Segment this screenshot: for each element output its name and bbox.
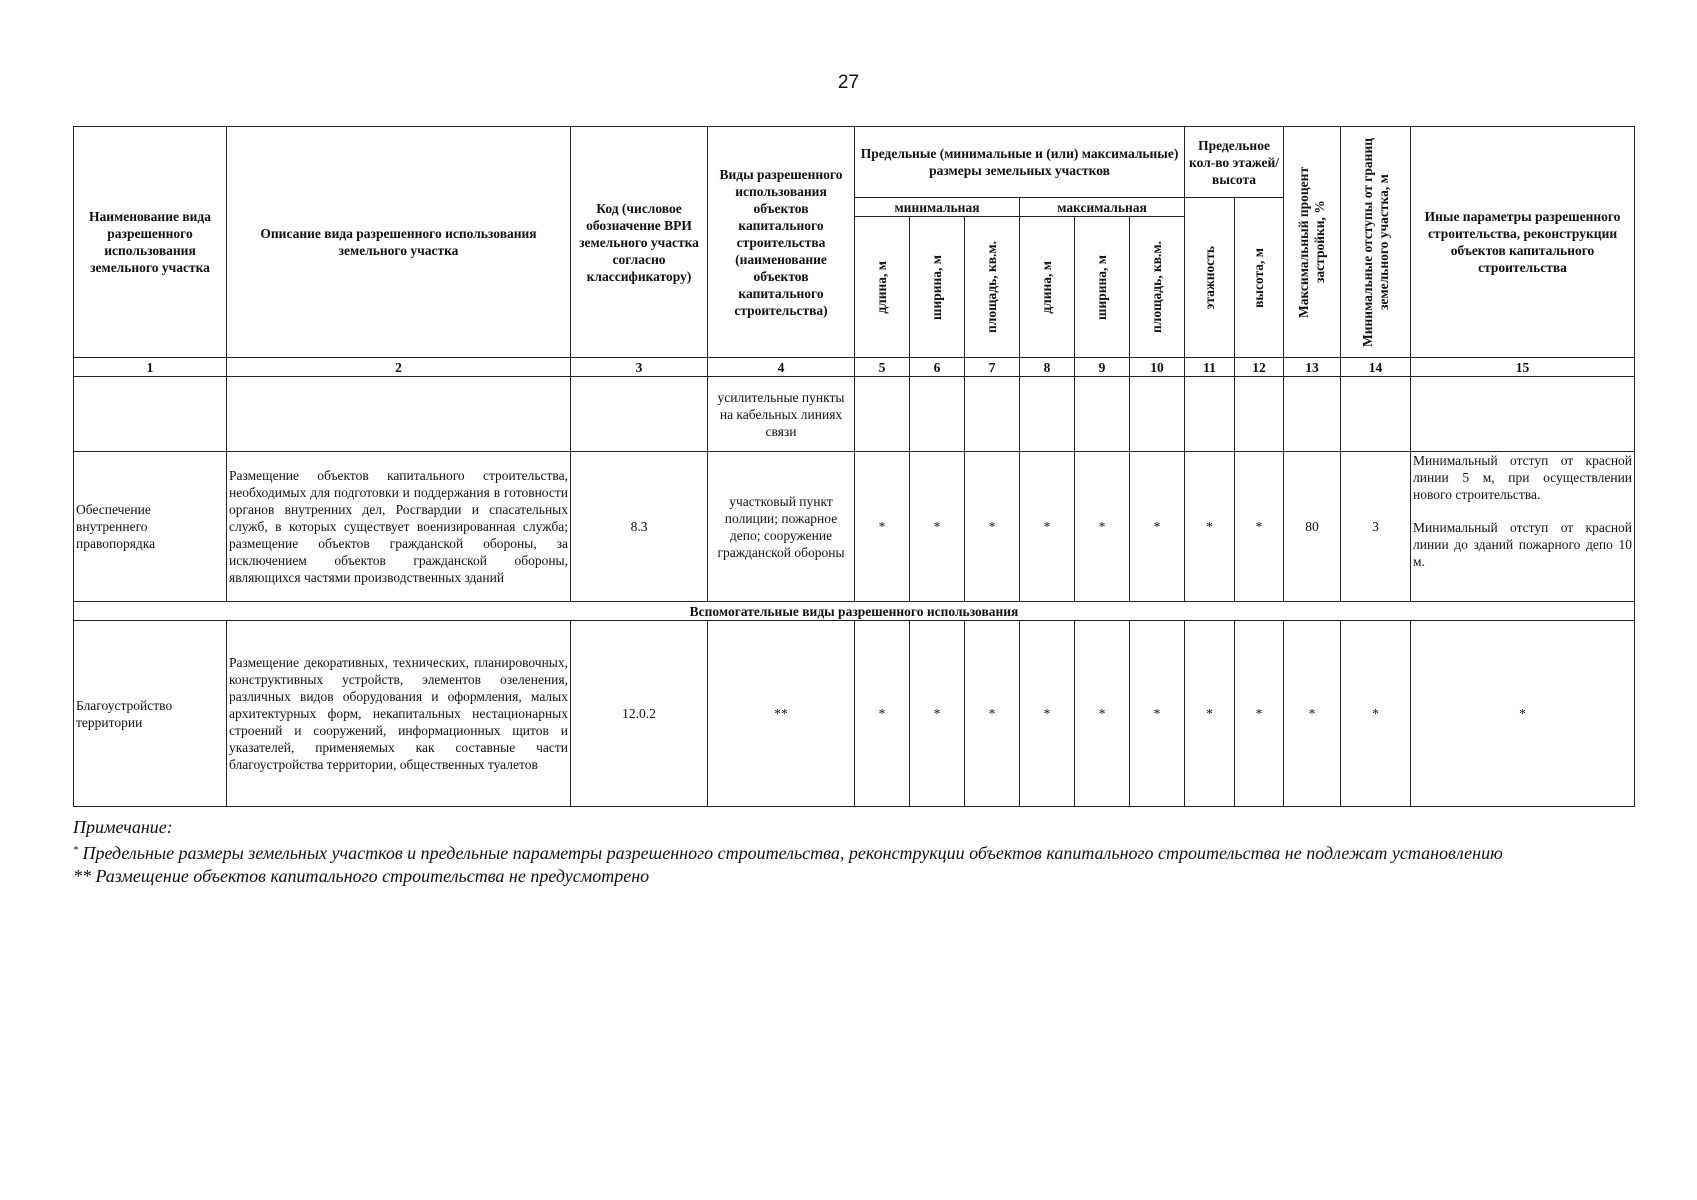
- table-row-continuation: [74, 377, 1635, 452]
- notes-title: Примечание:: [73, 817, 173, 837]
- police-code: 8.3: [571, 452, 708, 602]
- police-description: Размещение объектов капитального строительства, необходимых для подготовки и поддержания в готовности органов внутренних дел, Росгвардии и спасательных служб, в которых существует военизированная служба; размещение объектов гражданской обороны, за исключением объектов гражданской обороны, являющихся частями производственных зданий: [227, 452, 571, 602]
- landscaping-code: 12.0.2: [571, 621, 708, 807]
- police-height: *: [1235, 452, 1284, 602]
- header-max-length: длина, м: [1020, 217, 1075, 358]
- header-min-length: длина, м: [855, 217, 910, 358]
- header-floors: этажность: [1185, 198, 1235, 358]
- column-number: 1: [74, 358, 227, 377]
- column-number: 15: [1411, 358, 1635, 377]
- landscaping-max-length: *: [1020, 621, 1075, 807]
- column-number: 11: [1185, 358, 1235, 377]
- police-max-width: *: [1075, 452, 1130, 602]
- header-max-width: ширина, м: [1075, 217, 1130, 358]
- header-build-percent: Максимальный процент застройки, %: [1284, 127, 1341, 358]
- landscaping-setback: *: [1341, 621, 1411, 807]
- column-number: 8: [1020, 358, 1075, 377]
- header-objects: Виды разрешенного использования объектов капитального строительства (наименование объектов капитального строительства): [708, 127, 855, 358]
- section-row: [74, 602, 1635, 621]
- header-name: Наименование вида разрешенного использования земельного участка: [74, 127, 227, 358]
- column-number: 2: [227, 358, 571, 377]
- header-setbacks: Минимальные отступы от границ земельного участка, м: [1341, 127, 1411, 358]
- landscaping-max-width: *: [1075, 621, 1130, 807]
- landscaping-max-area: *: [1130, 621, 1185, 807]
- police-max-length: *: [1020, 452, 1075, 602]
- landscaping-min-area: *: [965, 621, 1020, 807]
- header-min-area: площадь, кв.м.: [965, 217, 1020, 358]
- column-number: 13: [1284, 358, 1341, 377]
- header-limits-group: Предельные (минимальные и (или) максимальные) размеры земельных участков: [855, 127, 1185, 198]
- column-number: 6: [910, 358, 965, 377]
- police-min-length: *: [855, 452, 910, 602]
- header-min-group: минимальная: [855, 198, 1020, 217]
- header-code: Код (числовое обозначение ВРИ земельного участка согласно классификатору): [571, 127, 708, 358]
- police-other-params: [1411, 452, 1635, 602]
- note-1: [73, 839, 1653, 865]
- police-other-p2: Минимальный отступ от красной линии до зданий пожарного депо 10 м.: [1413, 520, 1633, 569]
- police-floors: *: [1185, 452, 1235, 602]
- column-number: 10: [1130, 358, 1185, 377]
- police-build-percent: 80: [1284, 452, 1341, 602]
- header-max-group: максимальная: [1020, 198, 1185, 217]
- landscaping-description: Размещение декоративных, технических, планировочных, конструктивных устройств, элементов озеленения, различных видов оборудования и оформления, малых архитектурных форм, некапитальных нестационарных строений и сооружений, информационных щитов и указателей, применяемых как составные части благоустройства территории, общественных туалетов: [227, 621, 571, 807]
- header-other-params: Иные параметры разрешенного строительства, реконструкции объектов капитального строительства: [1411, 127, 1635, 358]
- landscaping-build-percent: *: [1284, 621, 1341, 807]
- note-1-mark: *: [73, 845, 78, 856]
- section-auxiliary-title: Вспомогательные виды разрешенного использования: [74, 602, 1635, 621]
- note-2: ** Размещение объектов капитального строительства не предусмотрено: [73, 866, 650, 886]
- header-max-area: площадь, кв.м.: [1130, 217, 1185, 358]
- landscaping-min-width: *: [910, 621, 965, 807]
- continuation-objects: усилительные пункты на кабельных линиях связи: [708, 377, 855, 452]
- header-description: Описание вида разрешенного использования земельного участка: [227, 127, 571, 358]
- column-number: 5: [855, 358, 910, 377]
- landscaping-floors: *: [1185, 621, 1235, 807]
- regulations-table: [73, 126, 1635, 807]
- column-number: 14: [1341, 358, 1411, 377]
- landscaping-height: *: [1235, 621, 1284, 807]
- column-numbers-row: [74, 358, 1635, 377]
- table-row-landscaping: [74, 621, 1635, 807]
- police-max-area: *: [1130, 452, 1185, 602]
- landscaping-name: Благоустройство территории: [74, 621, 227, 807]
- landscaping-min-length: *: [855, 621, 910, 807]
- notes: [73, 816, 1653, 888]
- page-number: 27: [837, 72, 860, 93]
- column-number: 7: [965, 358, 1020, 377]
- column-number: 3: [571, 358, 708, 377]
- police-min-area: *: [965, 452, 1020, 602]
- column-number: 12: [1235, 358, 1284, 377]
- header-min-width: ширина, м: [910, 217, 965, 358]
- column-number: 4: [708, 358, 855, 377]
- landscaping-other-params: *: [1411, 621, 1635, 807]
- column-number: 9: [1075, 358, 1130, 377]
- police-objects: участковый пункт полиции; пожарное депо; сооружение гражданской обороны: [708, 452, 855, 602]
- landscaping-objects: **: [708, 621, 855, 807]
- police-min-width: *: [910, 452, 965, 602]
- police-setback: 3: [1341, 452, 1411, 602]
- header-height: высота, м: [1235, 198, 1284, 358]
- table-row-police: [74, 452, 1635, 602]
- header-floors-group: Предельное кол-во этажей/ высота: [1185, 127, 1284, 198]
- police-name: Обеспечение внутреннего правопорядка: [74, 452, 227, 602]
- note-1-text: Предельные размеры земельных участков и предельные параметры разрешенного строительства, реконструкции объектов капитального строительства не подлежат установлению: [78, 843, 1503, 863]
- header-row-1: [74, 127, 1635, 198]
- police-other-p1: Минимальный отступ от красной линии 5 м, при осуществлении нового строительства.: [1413, 453, 1633, 502]
